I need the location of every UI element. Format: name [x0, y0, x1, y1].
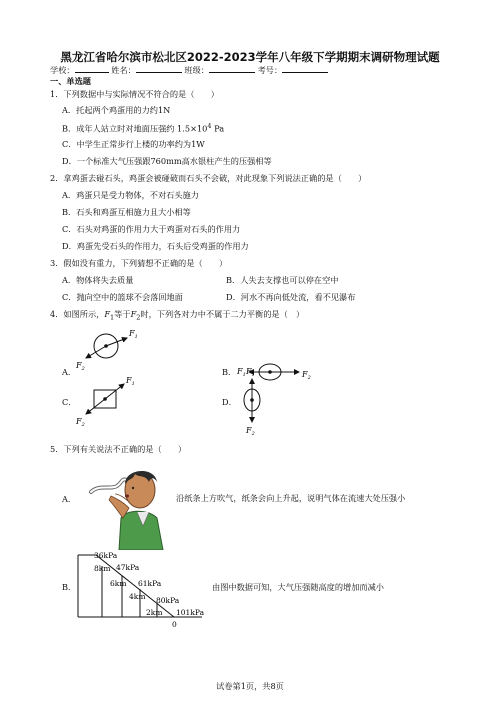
q4-figure-c [72, 372, 152, 430]
name-label: 姓名： [111, 65, 136, 75]
name-blank[interactable] [136, 64, 182, 73]
zero-label: 0 [172, 620, 177, 629]
h-8km-label: 8km [94, 564, 111, 573]
exam-no-label: 考号： [257, 65, 283, 75]
q3-stem: 3．假如没有重力，下列猜想不正确的是（ ） [50, 258, 228, 268]
q4-f1-subscript: 1 [110, 313, 115, 322]
q4b-f2-label: $F_2$ [302, 370, 311, 381]
school-label: 学校： [50, 65, 75, 75]
q4b-f1-label: $F_1$ [237, 367, 246, 378]
q3-option-a[interactable]: A．物体将失去质量 [62, 275, 134, 285]
q2-stem: 2．拿鸡蛋去碰石头，鸡蛋会被碰破而石头不会破，对此现象下列说法正确的是（ ） [50, 173, 367, 183]
q1-option-a[interactable]: A．托起两个鸡蛋用的力约1N [62, 105, 171, 115]
q4-option-d[interactable]: D． [222, 397, 237, 407]
q1-option-b[interactable] [62, 122, 224, 135]
q4-stem-prefix: 4．如图所示， [50, 309, 105, 319]
class-label: 班级： [184, 65, 209, 75]
q3-option-b[interactable]: B．人失去支撑也可以停在空中 [226, 275, 339, 285]
q4-f2-subscript: 2 [136, 313, 141, 322]
p-80kpa-label: 80kPa [156, 596, 180, 605]
q4c-f2-label: $F_2$ [76, 417, 85, 428]
p-47kpa-label: 47kPa [116, 563, 140, 572]
page-footer: 试卷第1页，共8页 [216, 681, 284, 691]
q4-option-c[interactable]: C． [62, 397, 77, 407]
q4-option-b[interactable]: B． [222, 367, 237, 377]
q3-option-d[interactable]: D．河水不再向低处流，看不见瀑布 [226, 292, 356, 302]
q5-stem: 5．下列有关说法不正确的是（ ） [50, 444, 187, 454]
q1-option-b-text: B．成年人站立时对地面压强约 1.5×10 [62, 123, 208, 134]
q2-option-c[interactable]: C．石头对鸡蛋的作用力大于鸡蛋对石头的作用力 [62, 224, 241, 234]
q4-stem-equals: 等于 [114, 309, 131, 319]
h-2km-label: 2km [146, 608, 163, 617]
p-61kpa-label: 61kPa [138, 579, 162, 588]
q4-f2-symbol: F [130, 309, 137, 319]
q1-option-c[interactable]: C．中学生正常步行上楼的功率约为1W [62, 139, 205, 149]
q2-option-b[interactable]: B．石头和鸡蛋互相施力且大小相等 [62, 207, 191, 217]
student-info-line [50, 64, 328, 76]
page-title: 黑龙江省哈尔滨市松北区2022-2023学年八年级下学期期末调研物理试题 [60, 50, 440, 64]
q4-option-a[interactable]: A． [62, 367, 77, 377]
q5-option-a-label[interactable]: A． [62, 494, 77, 504]
q1-option-b-exponent: 4 [207, 122, 212, 130]
q4-stem [50, 309, 304, 322]
h-4km-label: 4km [129, 592, 146, 601]
p-36kpa-label: 36kPa [94, 551, 118, 560]
p-101kpa-label: 101kPa [176, 608, 205, 617]
q4d-f2-label: $F_2$ [246, 426, 255, 437]
q5-option-a-text[interactable]: 沿纸条上方吹气，纸条会向上升起，说明气体在流速大处压强小 [176, 493, 406, 503]
q3-option-c[interactable]: C．抛向空中的篮球不会落回地面 [62, 292, 183, 302]
q5-option-b-text[interactable]: 由图中数据可知，大气压强随高度的增加而减小 [212, 582, 384, 592]
q4-f1-symbol: F [104, 309, 111, 319]
q4a-f1-label: $F_1$ [129, 329, 138, 340]
q4a-f2-label: $F_2$ [76, 361, 85, 372]
q1-stem: 1．下列数据中与实际情况不符合的是（ ） [50, 89, 219, 99]
q4-figure-d [236, 365, 276, 437]
q2-option-d[interactable]: D．鸡蛋先受石头的作用力，石头后受鸡蛋的作用力 [62, 241, 249, 251]
section-heading: 一、单选题 [50, 76, 91, 86]
q4-stem-suffix: 时，下列各对力中不属于二力平衡的是（ ） [140, 309, 305, 319]
q5-boy-blowing-paper-illustration [85, 460, 170, 550]
q5-option-b-label[interactable]: B． [62, 582, 77, 592]
school-blank[interactable] [75, 64, 109, 73]
q1-option-b-unit: Pa [211, 123, 225, 134]
q1-option-d[interactable]: D．一个标准大气压强跟760mm高水银柱产生的压强相等 [62, 156, 272, 166]
q5-altitude-pressure-diagram [70, 545, 220, 637]
class-blank[interactable] [209, 64, 255, 73]
q2-option-a[interactable]: A．鸡蛋只是受力物体，不对石头施力 [62, 190, 199, 200]
q4d-f1-label: $F_1$ [246, 367, 255, 378]
exam-no-blank[interactable] [282, 64, 328, 73]
q4c-f1-label: $F_1$ [126, 376, 135, 387]
h-6km-label: 6km [110, 579, 127, 588]
